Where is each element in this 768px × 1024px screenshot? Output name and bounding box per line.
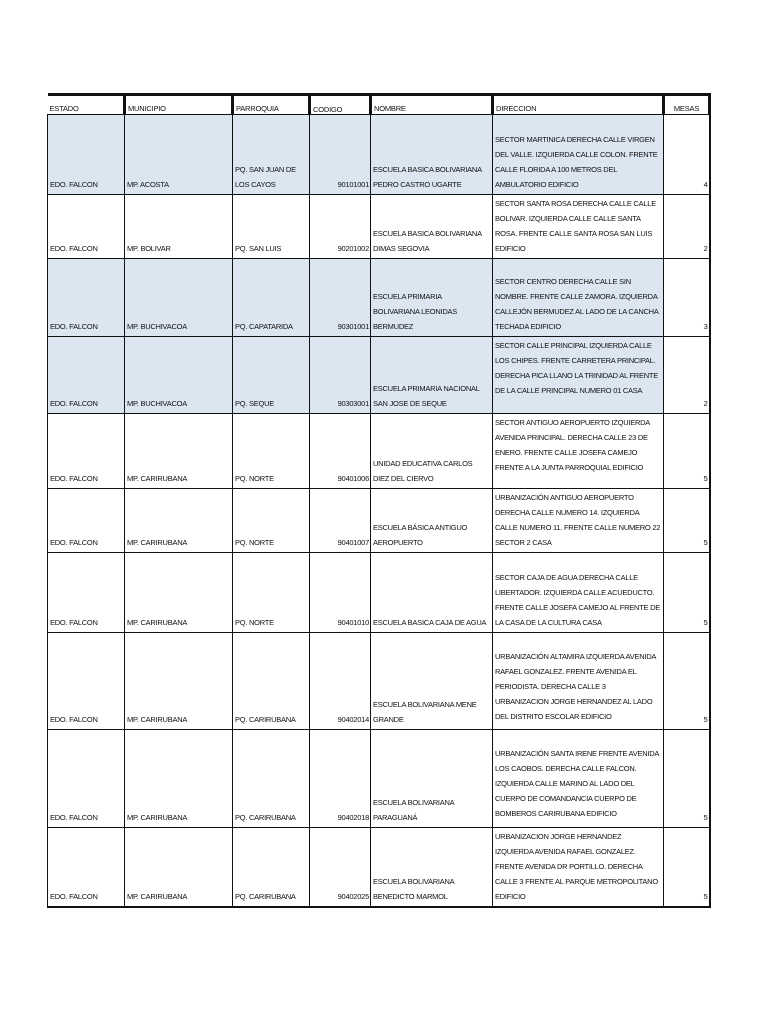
- cell-municipio[interactable]: MP. CARIRUBANA: [125, 414, 233, 489]
- cell-direccion[interactable]: SECTOR SANTA ROSA DERECHA CALLE CALLE BOLIVAR. IZQUIERDA CALLE CALLE SANTA ROSA. FRENTE CALLE SANTA ROSA SAN LUIS EDIFICIO: [493, 195, 664, 259]
- cell-nombre[interactable]: UNIDAD EDUCATIVA CARLOS DIEZ DEL CIERVO: [371, 414, 493, 489]
- cell-parroquia[interactable]: PQ. SAN JUAN DE LOS CAYOS: [233, 115, 310, 195]
- header-direccion: DIRECCION: [493, 95, 664, 115]
- cell-nombre[interactable]: ESCUELA BOLIVARIANA BENEDICTO MARMOL: [371, 828, 493, 908]
- cell-codigo[interactable]: 90101001: [310, 115, 371, 195]
- table-row[interactable]: [48, 730, 710, 828]
- cell-estado[interactable]: EDO. FALCON: [48, 828, 125, 908]
- header-parroquia: PARROQUIA: [233, 95, 310, 115]
- header-mesas: MESAS: [664, 95, 710, 115]
- cell-mesas[interactable]: 5: [664, 828, 710, 908]
- cell-estado[interactable]: EDO. FALCON: [48, 115, 125, 195]
- cell-municipio[interactable]: MP. BUCHIVACOA: [125, 337, 233, 414]
- cell-municipio[interactable]: MP. CARIRUBANA: [125, 633, 233, 730]
- cell-municipio[interactable]: MP. BOLIVAR: [125, 195, 233, 259]
- cell-mesas[interactable]: 5: [664, 730, 710, 828]
- cell-estado[interactable]: EDO. FALCON: [48, 259, 125, 337]
- table-row[interactable]: [48, 195, 710, 259]
- cell-direccion[interactable]: URBANIZACIÓN ALTAMIRA IZQUIERDA AVENIDA RAFAEL GONZALEZ. FRENTE AVENIDA EL PERIODISTA. DERECHA CALLE 3 URBANIZACION JORGE HERNANDEZ AL LADO DEL DISTRITO ESCOLAR EDIFICIO: [493, 633, 664, 730]
- header-row: [48, 95, 710, 115]
- cell-nombre[interactable]: ESCUELA PRIMARIA NACIONAL SAN JOSE DE SEQUE: [371, 337, 493, 414]
- cell-direccion[interactable]: SECTOR CALLE PRINCIPAL IZQUIERDA CALLE LOS CHIPES. FRENTE CARRETERA PRINCIPAL. DERECHA PICA LLANO LA TRINIDAD AL FRENTE DE LA CALLE PRINCIPAL NUMERO 01 CASA: [493, 337, 664, 414]
- cell-estado[interactable]: EDO. FALCON: [48, 489, 125, 553]
- cell-parroquia[interactable]: PQ. SEQUE: [233, 337, 310, 414]
- header-estado: ESTADO: [48, 95, 125, 115]
- cell-codigo[interactable]: 90401010: [310, 553, 371, 633]
- cell-estado[interactable]: EDO. FALCON: [48, 414, 125, 489]
- cell-codigo[interactable]: 90402014: [310, 633, 371, 730]
- cell-parroquia[interactable]: PQ. NORTE: [233, 553, 310, 633]
- table-row[interactable]: [48, 489, 710, 553]
- cell-direccion[interactable]: SECTOR MARTINICA DERECHA CALLE VIRGEN DEL VALLE. IZQUIERDA CALLE COLON. FRENTE CALLE FLORIDA A 100 METROS DEL AMBULATORIO EDIFICIO: [493, 115, 664, 195]
- cell-codigo[interactable]: 90402018: [310, 730, 371, 828]
- cell-direccion[interactable]: SECTOR CAJA DE AGUA DERECHA CALLE LIBERTADOR. IZQUIERDA CALLE ACUEDUCTO. FRENTE CALLE JOSEFA CAMEJO AL FRENTE DE LA CASA DE LA CULTURA CASA: [493, 553, 664, 633]
- cell-mesas[interactable]: 4: [664, 115, 710, 195]
- table-row[interactable]: [48, 259, 710, 337]
- cell-estado[interactable]: EDO. FALCON: [48, 337, 125, 414]
- cell-direccion[interactable]: SECTOR ANTIGUO AEROPUERTO IZQUIERDA AVENIDA PRINCIPAL. DERECHA CALLE 23 DE ENERO. FRENTE CALLE JOSEFA CAMEJO FRENTE A LA JUNTA PARROQUIAL EDIFICIO: [493, 414, 664, 489]
- cell-mesas[interactable]: 3: [664, 259, 710, 337]
- cell-nombre[interactable]: ESCUELA BASICA BOLIVARIANA DIMAS SEGOVIA: [371, 195, 493, 259]
- cell-parroquia[interactable]: PQ. NORTE: [233, 489, 310, 553]
- cell-parroquia[interactable]: PQ. CARIRUBANA: [233, 828, 310, 908]
- table-row[interactable]: [48, 337, 710, 414]
- cell-parroquia[interactable]: PQ. CAPATARIDA: [233, 259, 310, 337]
- cell-direccion[interactable]: URBANIZACION JORGE HERNANDEZ IZQUIERDA AVENIDA RAFAEL GONZALEZ. FRENTE AVENIDA DR PORTILLO. DERECHA CALLE 3 FRENTE AL PARQUE METROPOLITANO EDIFICIO: [493, 828, 664, 908]
- cell-mesas[interactable]: 5: [664, 489, 710, 553]
- cell-nombre[interactable]: ESCUELA PRIMARIA BOLIVARIANA LEONIDAS BERMUDEZ: [371, 259, 493, 337]
- spreadsheet: [47, 93, 709, 908]
- cell-parroquia[interactable]: PQ. CARIRUBANA: [233, 633, 310, 730]
- header-nombre: NOMBRE: [371, 95, 493, 115]
- cell-direccion[interactable]: SECTOR CENTRO DERECHA CALLE SIN NOMBRE. FRENTE CALLE ZAMORA. IZQUIERDA CALLEJÓN BERMUDEZ AL LADO DE LA CANCHA TECHADA EDIFICIO: [493, 259, 664, 337]
- cell-parroquia[interactable]: PQ. SAN LUIS: [233, 195, 310, 259]
- cell-estado[interactable]: EDO. FALCON: [48, 633, 125, 730]
- cell-mesas[interactable]: 5: [664, 633, 710, 730]
- cell-codigo[interactable]: 90301001: [310, 259, 371, 337]
- table-row[interactable]: [48, 553, 710, 633]
- table-row[interactable]: [48, 828, 710, 908]
- cell-estado[interactable]: EDO. FALCON: [48, 195, 125, 259]
- cell-mesas[interactable]: 5: [664, 414, 710, 489]
- cell-codigo[interactable]: 90303001: [310, 337, 371, 414]
- cell-nombre[interactable]: ESCUELA BOLIVARIANA MENE GRANDE: [371, 633, 493, 730]
- cell-codigo[interactable]: 90401006: [310, 414, 371, 489]
- cell-municipio[interactable]: MP. BUCHIVACOA: [125, 259, 233, 337]
- cell-estado[interactable]: EDO. FALCON: [48, 730, 125, 828]
- cell-parroquia[interactable]: PQ. CARIRUBANA: [233, 730, 310, 828]
- cell-codigo[interactable]: 90401007: [310, 489, 371, 553]
- table-row[interactable]: [48, 633, 710, 730]
- cell-codigo[interactable]: 90201002: [310, 195, 371, 259]
- cell-nombre[interactable]: ESCUELA BASICA BOLIVARIANA PEDRO CASTRO UGARTE: [371, 115, 493, 195]
- cell-municipio[interactable]: MP. CARIRUBANA: [125, 553, 233, 633]
- table-row[interactable]: [48, 414, 710, 489]
- cell-estado[interactable]: EDO. FALCON: [48, 553, 125, 633]
- cell-nombre[interactable]: ESCUELA BÁSICA ANTIGUO AEROPUERTO: [371, 489, 493, 553]
- cell-parroquia[interactable]: PQ. NORTE: [233, 414, 310, 489]
- cell-direccion[interactable]: URBANIZACIÓN SANTA IRENE FRENTE AVENIDA LOS CAOBOS. DERECHA CALLE FALCON. IZQUIERDA CALLE MARINO AL LADO DEL CUERPO DE COMANDANCIA CUERPO DE BOMBEROS CARIRUBANA EDIFICIO: [493, 730, 664, 828]
- table-row[interactable]: [48, 115, 710, 195]
- cell-municipio[interactable]: MP. CARIRUBANA: [125, 489, 233, 553]
- cell-municipio[interactable]: MP. CARIRUBANA: [125, 828, 233, 908]
- cell-nombre[interactable]: ESCUELA BOLIVARIANA PARAGUANÁ: [371, 730, 493, 828]
- cell-mesas[interactable]: 2: [664, 337, 710, 414]
- cell-direccion[interactable]: URBANIZACIÓN ANTIGUO AEROPUERTO DERECHA CALLE NUMERO 14. IZQUIERDA CALLE NUMERO 11. FRENTE CALLE NUMERO 22 SECTOR 2 CASA: [493, 489, 664, 553]
- cell-mesas[interactable]: 5: [664, 553, 710, 633]
- cell-codigo[interactable]: 90402025: [310, 828, 371, 908]
- header-municipio: MUNICIPIO: [125, 95, 233, 115]
- cell-municipio[interactable]: MP. ACOSTA: [125, 115, 233, 195]
- header-codigo: CODIGO: [310, 95, 371, 115]
- cell-municipio[interactable]: MP. CARIRUBANA: [125, 730, 233, 828]
- schools-table: [47, 93, 711, 908]
- cell-mesas[interactable]: 2: [664, 195, 710, 259]
- cell-nombre[interactable]: ESCUELA BASICA CAJA DE AGUA: [371, 553, 493, 633]
